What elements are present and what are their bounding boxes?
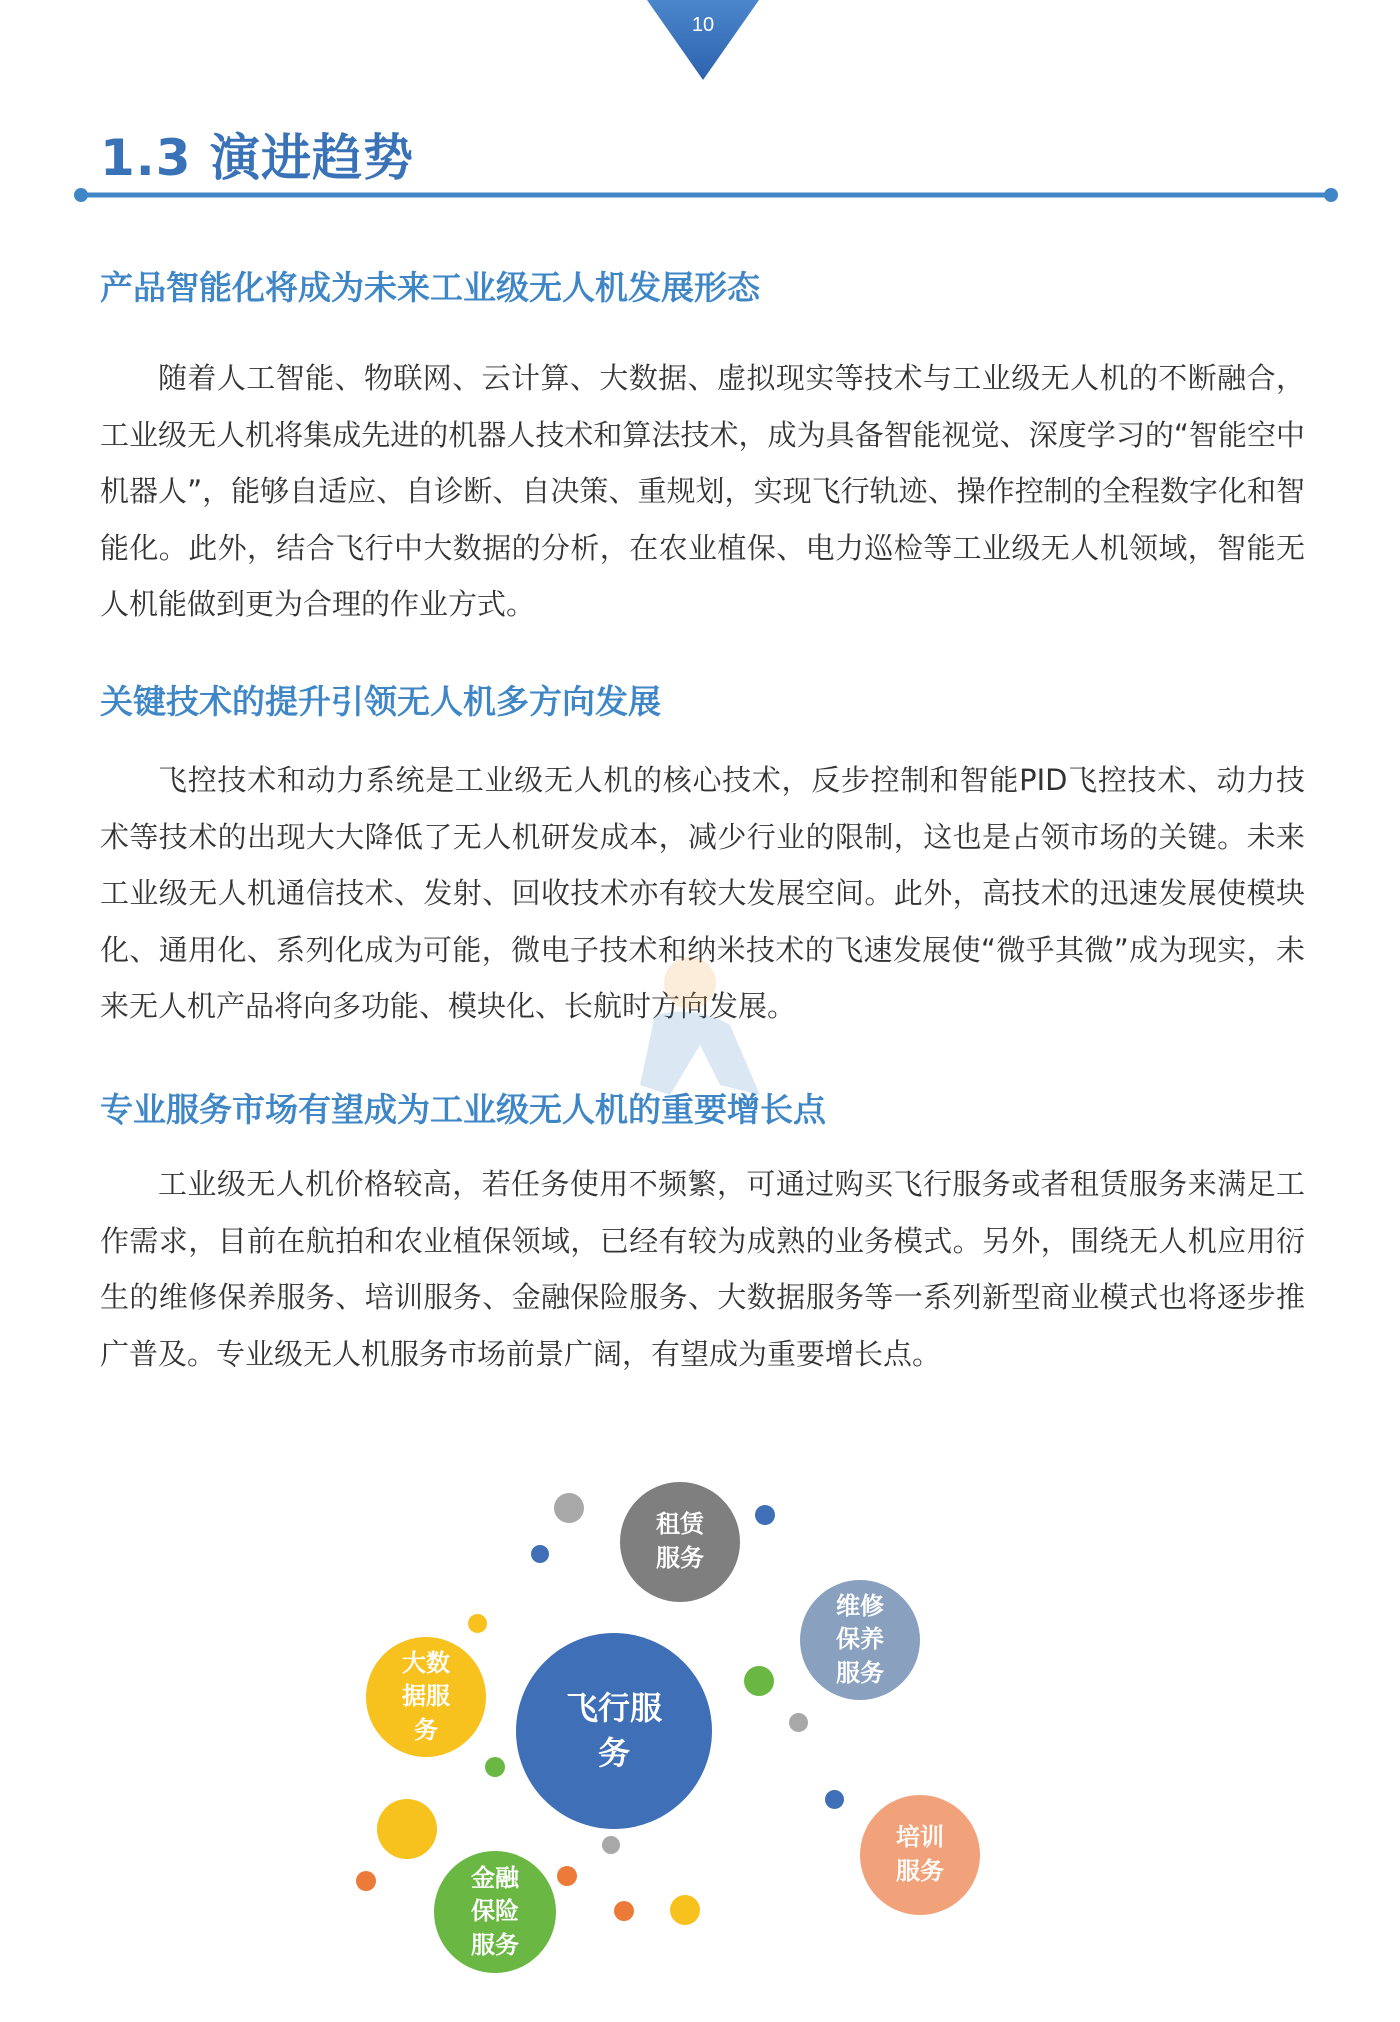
decor-dot xyxy=(356,1871,376,1891)
bubble-finance-service-line: 保险 xyxy=(471,1897,519,1926)
bubble-maintenance-service-line: 保养 xyxy=(836,1625,884,1654)
bubble-maintenance-service-line: 服务 xyxy=(836,1658,884,1687)
decor-dot xyxy=(602,1836,620,1854)
decor-dot xyxy=(614,1901,634,1921)
bubble-maintenance-service xyxy=(800,1580,920,1700)
paragraph-key-technology: 飞控技术和动力系统是工业级无人机的核心技术，反步控制和智能PID飞控技术、动力技术等技术的出现大大降低了无人机研发成本，减少行业的限制，这也是占领市场的关键。未来工业级无人机通信技术、发射、回收技术亦有较大发展空间。此外，高技术的迅速发展使模块化、通用化、系列化成为可能，微电子技术和纳米技术的飞速发展使“微乎其微”成为现实，未来无人机产品将向多功能、模块化、长航时方向发展。 xyxy=(100,763,1305,1023)
paragraph-intelligence: 随着人工智能、物联网、云计算、大数据、虚拟现实等技术与工业级无人机的不断融合，工业级无人机将集成先进的机器人技术和算法技术，成为具备智能视觉、深度学习的“智能空中机器人”，能够自适应、自诊断、自决策、重规划，实现飞行轨迹、操作控制的全程数字化和智能化。此外，结合飞行中大数据的分析，在农业植保、电力巡检等工业级无人机领域，智能无人机能做到更为合理的作业方式。 xyxy=(100,361,1305,621)
bubble-finance-service-line: 金融 xyxy=(471,1863,519,1892)
decor-dot xyxy=(744,1666,774,1696)
bubble-flight-service-line: 飞行服 xyxy=(565,1689,662,1728)
bubble-finance-service xyxy=(434,1851,556,1973)
bubble-training-service xyxy=(860,1795,980,1915)
bubble-flight-service-line: 务 xyxy=(597,1734,630,1772)
decor-dot xyxy=(468,1614,487,1633)
decor-dot xyxy=(377,1799,437,1859)
bubble-training-service-line: 服务 xyxy=(896,1857,944,1885)
bubble-bigdata-service-line: 务 xyxy=(414,1715,438,1744)
decor-dot xyxy=(755,1505,775,1525)
bubble-bigdata-service-line: 大数 xyxy=(402,1648,450,1677)
paragraph-service-market: 工业级无人机价格较高，若任务使用不频繁，可通过购买飞行服务或者租赁服务来满足工作需求，目前在航拍和农业植保领域，已经有较为成熟的业务模式。另外，围绕无人机应用衍生的维修保养服务、培训服务、金融保险服务、大数据服务等一系列新型商业模式也将逐步推广普及。专业级无人机服务市场前景广阔，有望成为重要增长点。 xyxy=(100,1167,1305,1371)
bubble-flight-service xyxy=(516,1633,712,1829)
subheading-service-market: 专业服务市场有望成为工业级无人机的重要增长点 xyxy=(100,1090,826,1129)
subheading-key-technology: 关键技术的提升引领无人机多方向发展 xyxy=(100,682,661,721)
bubble-finance-service-line: 服务 xyxy=(471,1930,519,1959)
bubble-bigdata-service-line: 据服 xyxy=(402,1682,450,1711)
section-title: 1.3 演进趋势 xyxy=(100,129,414,187)
page-number: 10 xyxy=(691,14,715,36)
decor-dot xyxy=(554,1493,584,1523)
title-divider xyxy=(74,188,1338,202)
subheading-intelligence: 产品智能化将成为未来工业级无人机发展形态 xyxy=(100,268,760,307)
service-bubble-diagram xyxy=(0,1460,1400,2020)
bubble-maintenance-service-line: 维修 xyxy=(836,1591,884,1620)
decor-dot xyxy=(670,1895,700,1925)
bubble-training-service-line: 培训 xyxy=(896,1823,944,1852)
decor-dot xyxy=(531,1545,549,1563)
decor-dot xyxy=(789,1713,808,1732)
decor-dot xyxy=(557,1866,577,1886)
bubble-rental-service-line: 服务 xyxy=(656,1544,704,1572)
bubble-rental-service-line: 租赁 xyxy=(656,1510,704,1539)
decor-dot xyxy=(825,1790,844,1809)
page-marker-triangle-icon xyxy=(647,0,759,82)
bubble-rental-service xyxy=(620,1482,740,1602)
bubble-bigdata-service xyxy=(366,1637,486,1757)
page-marker xyxy=(647,0,759,82)
decor-dot xyxy=(485,1757,505,1777)
